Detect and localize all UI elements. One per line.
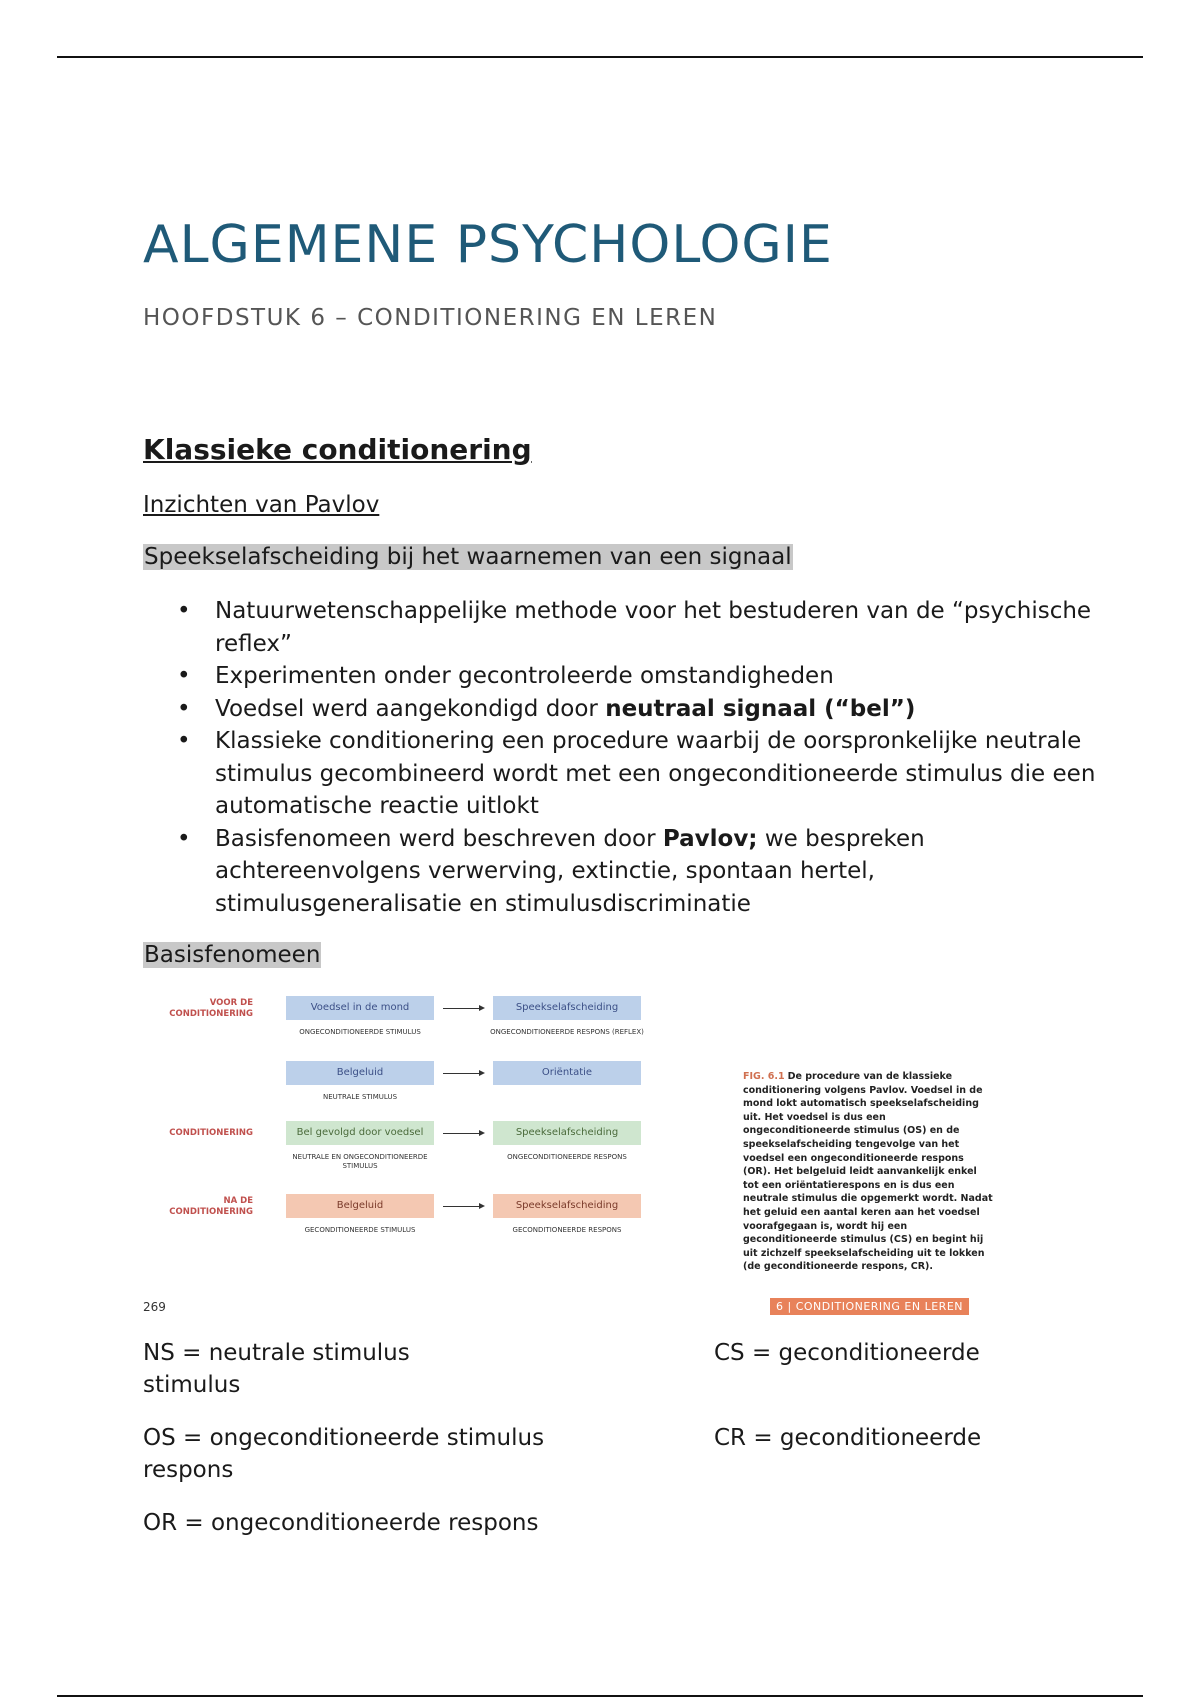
section-heading: Klassieke conditionering bbox=[143, 433, 532, 466]
highlighted-heading-basisfenomeen: Basisfenomeen bbox=[144, 942, 321, 968]
sub-ns: NEUTRALE STIMULUS bbox=[322, 1093, 398, 1101]
label-conditionering: CONDITIONERING bbox=[169, 1128, 253, 1138]
chapter-tag: 6 | CONDITIONERING EN LEREN bbox=[770, 1298, 969, 1315]
def-cr: CR = geconditioneerde bbox=[714, 1425, 982, 1451]
box-orientatie: Oriëntatie bbox=[493, 1061, 641, 1085]
def-ns: NS = neutrale stimulus bbox=[143, 1340, 410, 1366]
box-speeksel-3: Speekselafscheiding bbox=[493, 1194, 641, 1218]
list-item: • Experimenten onder gecontroleerde omstandigheden bbox=[215, 660, 1115, 693]
box-voedsel: Voedsel in de mond bbox=[286, 996, 434, 1020]
box-speeksel-2: Speekselafscheiding bbox=[493, 1121, 641, 1145]
def-stimulus-wrap: stimulus bbox=[143, 1372, 241, 1398]
label-na: NA DE CONDITIONERING bbox=[169, 1196, 253, 1217]
figure-caption bbox=[743, 1070, 993, 1274]
def-cs: CS = geconditioneerde bbox=[714, 1340, 980, 1366]
label-voor: VOOR DE CONDITIONERING bbox=[169, 998, 253, 1019]
list-item: • Voedsel werd aangekondigd door neutraal signaal (“bel”) bbox=[215, 693, 1115, 726]
conditioning-figure bbox=[143, 988, 1003, 1313]
def-os: OS = ongeconditioneerde stimulus bbox=[143, 1425, 545, 1451]
page-number: 269 bbox=[143, 1300, 166, 1314]
arrow-icon bbox=[443, 1073, 483, 1074]
arrow-icon bbox=[443, 1206, 483, 1207]
arrow-icon bbox=[443, 1008, 483, 1009]
def-respons-wrap: respons bbox=[143, 1457, 234, 1483]
list-item: • Natuurwetenschappelijke methode voor het bestuderen van de “psychische reflex” bbox=[215, 595, 1115, 660]
figure-number: FIG. 6.1 bbox=[743, 1071, 785, 1082]
subsection-heading: Inzichten van Pavlov bbox=[143, 492, 380, 518]
figure-diagram bbox=[143, 988, 663, 1248]
box-bel-voedsel: Bel gevolgd door voedsel bbox=[286, 1121, 434, 1145]
bottom-rule bbox=[57, 1695, 1143, 1697]
sub-or-reflex: ONGECONDITIONEERDE RESPONS (REFLEX) bbox=[490, 1028, 644, 1036]
list-item: • Klassieke conditionering een procedure waarbij de oorspronkelijke neutrale stimulus gecombineerd wordt met een ongeconditioneerde stimulus die een automatische reactie uitlokt bbox=[215, 725, 1115, 823]
document-subtitle: HOOFDSTUK 6 – CONDITIONERING EN LEREN bbox=[143, 305, 718, 331]
arrow-icon bbox=[443, 1133, 483, 1134]
list-item: • Basisfenomeen werd beschreven door Pavlov; we bespreken achtereenvolgens verwerving, extinctie, spontaan hertel, stimulusgeneralisatie en stimulusdiscriminatie bbox=[215, 823, 1115, 921]
top-rule bbox=[57, 56, 1143, 58]
def-or: OR = ongeconditioneerde respons bbox=[143, 1510, 539, 1536]
figure-caption-text: De procedure van de klassieke conditionering volgens Pavlov. Voedsel in de mond lokt automatisch speekselafscheiding uit. Het voedsel is dus een ongeconditioneerde stimulus (OS) en de speekselafscheiding tengevolge van het voedsel een ongeconditioneerde respons (OR). Het belgeluid leidt aanvankelijk enkel tot een oriëntatierespons en is dus een neutrale stimulus die opgemerkt wordt. Nadat het geluid een aantal keren aan het voedsel voorafgegaan is, wordt hij een geconditioneerde stimulus (CS) en begint hij uit zichzelf speekselafscheiding uit te lokken (de geconditioneerde respons, CR). bbox=[743, 1071, 993, 1273]
sub-os: ONGECONDITIONEERDE STIMULUS bbox=[299, 1028, 421, 1036]
highlighted-heading-signal: Speekselafscheiding bij het waarnemen van een signaal bbox=[144, 544, 792, 570]
box-belgeluid-1: Belgeluid bbox=[286, 1061, 434, 1085]
sub-cr: GECONDITIONEERDE RESPONS bbox=[512, 1226, 622, 1234]
sub-ns-os: NEUTRALE EN ONGECONDITIONEERDE STIMULUS bbox=[292, 1153, 428, 1170]
sub-cs: GECONDITIONEERDE STIMULUS bbox=[304, 1226, 416, 1234]
bullet-list bbox=[143, 595, 1115, 920]
box-speeksel-1: Speekselafscheiding bbox=[493, 996, 641, 1020]
sub-or: ONGECONDITIONEERDE RESPONS bbox=[507, 1153, 627, 1161]
document-title: ALGEMENE PSYCHOLOGIE bbox=[143, 215, 833, 275]
box-belgeluid-2: Belgeluid bbox=[286, 1194, 434, 1218]
